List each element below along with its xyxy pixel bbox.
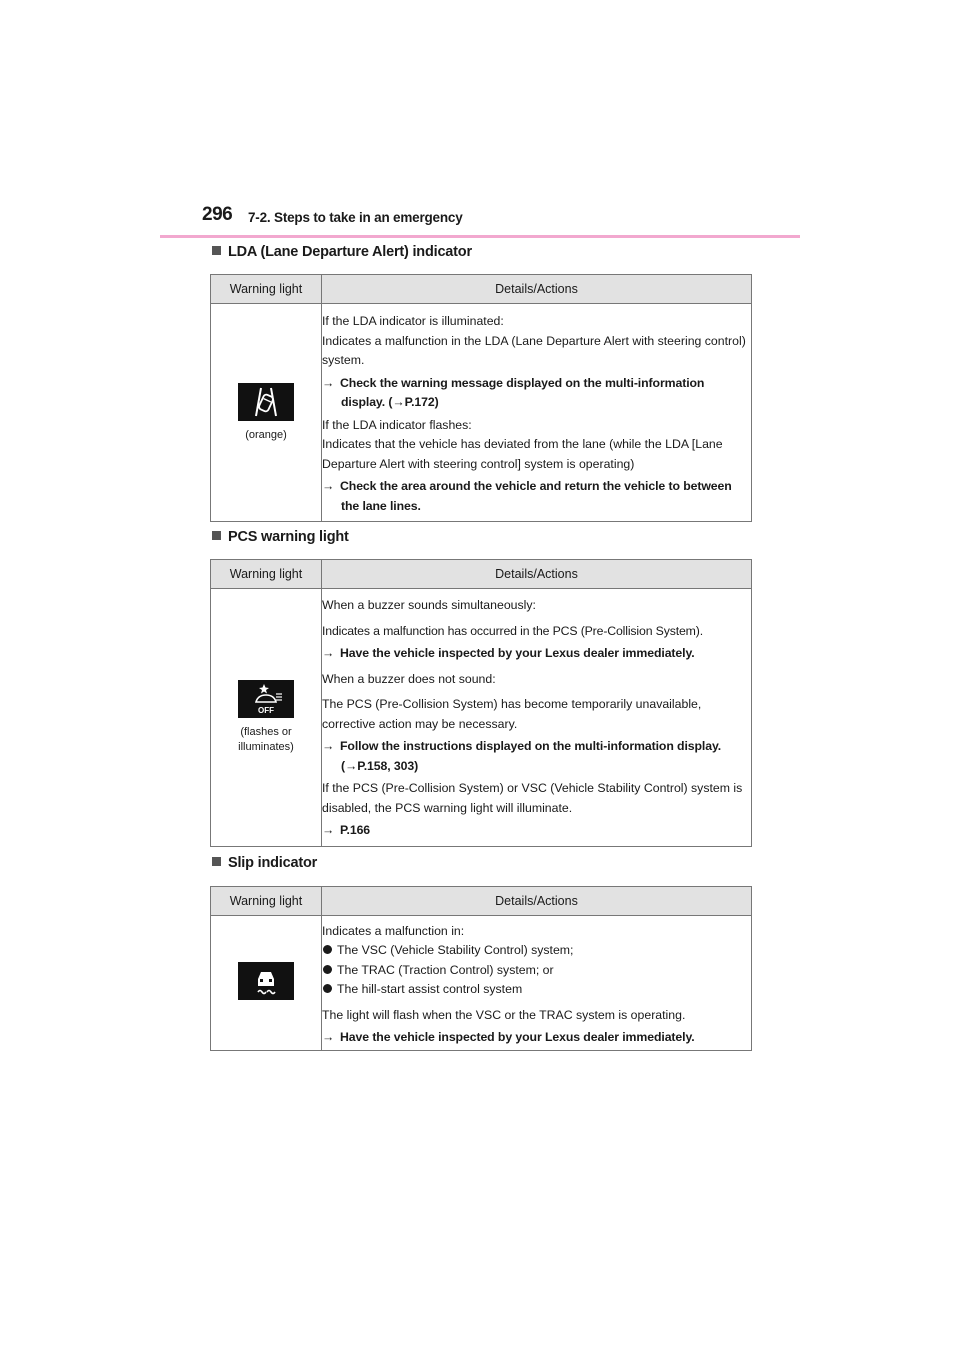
section-title-lda: LDA (Lane Departure Alert) indicator: [212, 244, 472, 260]
lane-departure-icon: [238, 383, 294, 421]
action-text: → Have the vehicle inspected by your Lexus dealer immediately.: [322, 1030, 695, 1044]
details-cell: If the LDA indicator is illuminated: Indicates a malfunction in the LDA (Lane Departure Alert with steering control) system. → Check the warning message displayed on the multi-information display. (→P.172) If the LDA indicator flashes: Indicates that the vehicle has deviated from the lane (while the LDA [Lane Departure Alert with steering control] system is operating) → Check the area around the vehicle and return the vehicle to between the lane lines.: [322, 304, 752, 522]
col-header-warning-light: Warning light: [211, 560, 322, 589]
action-text: → Follow the instructions displayed on the multi-information display. (→P.158, 303): [322, 739, 722, 773]
warning-light-cell: [211, 304, 322, 522]
list-item: The TRAC (Traction Control) system; or: [322, 961, 751, 981]
lda-table: [210, 274, 752, 522]
table-header-row: [211, 560, 752, 589]
svg-text:OFF: OFF: [258, 706, 274, 715]
col-header-warning-light: Warning light: [211, 275, 322, 304]
square-bullet-icon: [212, 531, 221, 540]
icon-note: (orange): [245, 428, 287, 441]
page-number: 296: [202, 204, 233, 225]
page-header: [160, 202, 800, 238]
table-header-row: [211, 275, 752, 304]
col-header-details: Details/Actions: [322, 887, 752, 916]
slip-indicator-icon: [238, 962, 294, 1000]
action-text: → Check the area around the vehicle and return the vehicle to between the lane lines.: [322, 479, 732, 513]
action-text: → P.166: [322, 823, 371, 838]
table-row: [211, 916, 752, 1051]
list-item: The VSC (Vehicle Stability Control) system;: [322, 941, 751, 961]
col-header-details: Details/Actions: [322, 560, 752, 589]
col-header-details: Details/Actions: [322, 275, 752, 304]
col-header-warning-light: Warning light: [211, 887, 322, 916]
details-cell: When a buzzer sounds simultaneously: Indicates a malfunction has occurred in the PCS (Pre-Collision System). → Have the vehicle inspected by your Lexus dealer immediately. When a buzzer does not sound: The PCS (Pre-Collision System) has become temporarily unavailable, corrective action may be necessary. → Follow the instructions displayed on the multi-information display. (→P.158, 303) If the PCS (Pre-Collision System) or VSC (Vehicle Stability Control) system is disabled, the PCS warning light will illuminate. → P.166: [322, 589, 752, 847]
table-row: [211, 589, 752, 847]
table-row: [211, 304, 752, 522]
warning-light-cell: [211, 916, 322, 1051]
list-item: The hill-start assist control system: [322, 980, 751, 1000]
square-bullet-icon: [212, 857, 221, 866]
square-bullet-icon: [212, 246, 221, 255]
section-title-slip: Slip indicator: [212, 855, 317, 871]
pcs-table: [210, 559, 752, 847]
details-cell: Indicates a malfunction in: The VSC (Vehicle Stability Control) system; The TRAC (Traction Control) system; or The hill-start assist control system The light will flash when the VSC or the TRAC system is operating. → Have the vehicle inspected by your Lexus dealer immediately.: [322, 916, 752, 1051]
pre-collision-off-icon: [238, 680, 294, 718]
chapter-title: 7-2. Steps to take in an emergency: [248, 210, 463, 225]
action-text: → Check the warning message displayed on the multi-information display. (→P.172): [322, 375, 705, 409]
action-text: → Have the vehicle inspected by your Lexus dealer immediately.: [322, 646, 695, 661]
warning-light-cell: [211, 589, 322, 847]
slip-table: [210, 886, 752, 1051]
icon-note: (flashes or illuminates): [238, 726, 294, 753]
section-title-pcs: PCS warning light: [212, 529, 349, 545]
table-header-row: [211, 887, 752, 916]
